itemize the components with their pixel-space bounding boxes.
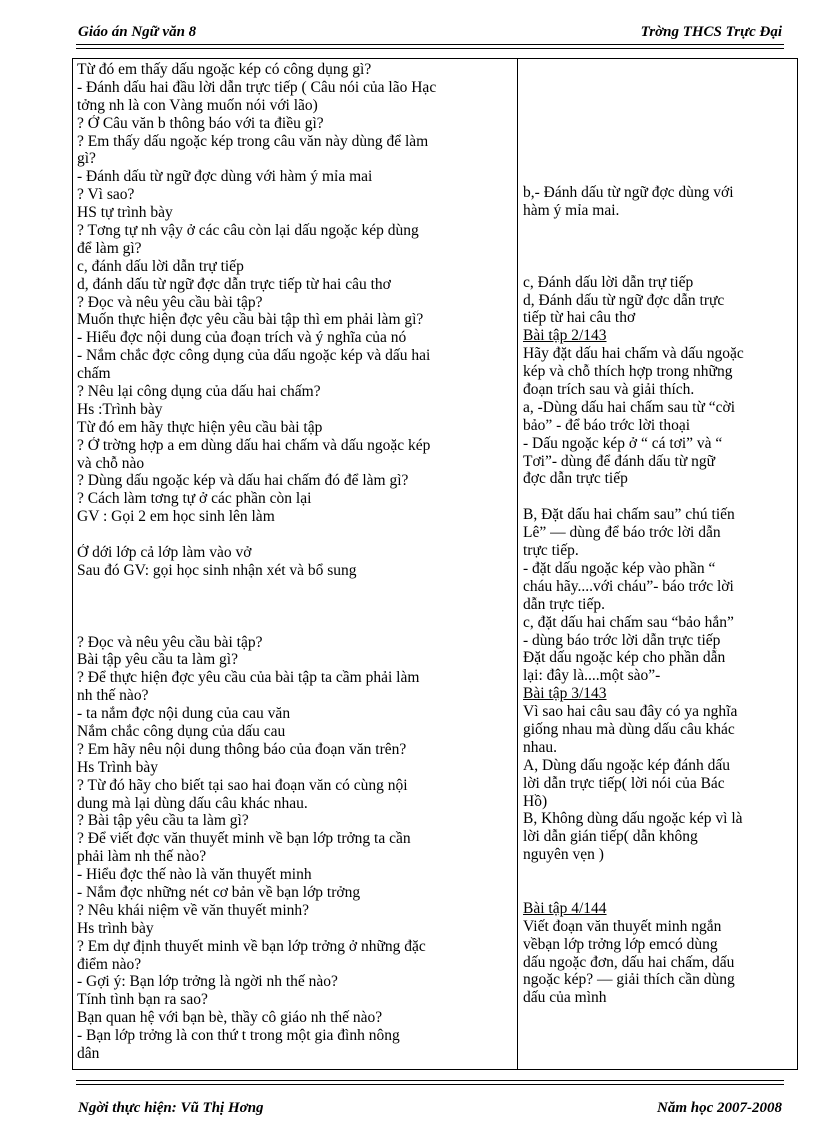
left-column-line: Nắm chắc công dụng của dấu cau xyxy=(77,722,286,740)
right-column-line xyxy=(523,488,795,506)
right-column-line xyxy=(523,77,795,95)
left-column-line: - Nắm chắc đợc công dụng của dấu ngoặc kép và dấu hai xyxy=(77,347,431,365)
right-column-line: dấu của mình xyxy=(523,989,607,1007)
right-column-line: dẫn trực tiếp. xyxy=(523,595,605,613)
left-column-line: Bài tập yêu cầu ta làm gì? xyxy=(77,651,238,669)
left-column-line: ? Để thực hiện đợc yêu cầu của bài tập ta cầm phải làm xyxy=(77,669,420,687)
left-column-line xyxy=(77,616,511,634)
left-column-line: HS tự trình bày xyxy=(77,204,173,222)
left-column-line: để làm gì? xyxy=(77,239,142,257)
right-column-line xyxy=(523,256,795,274)
right-column-line: đợc dẫn trực tiếp xyxy=(523,470,628,488)
left-column-line: ? Tơng tự nh vậy ở các câu còn lại dấu ngoặc kép dùng xyxy=(77,222,419,240)
right-column-line: - Dấu ngoặc kép ở “ cá tơi” và “ xyxy=(523,434,723,452)
left-column-line: Hs Trình bày xyxy=(77,758,158,776)
right-column-line xyxy=(523,59,795,77)
left-column-line: - Đánh dấu hai đầu lời dẫn trực tiếp ( Câu nói của lão Hạc xyxy=(77,78,437,96)
right-column-line: - dùng báo trớc lời dẫn trực tiếp xyxy=(523,631,721,649)
right-column-line: nhau. xyxy=(523,738,558,756)
right-column-line: nguyên vẹn ) xyxy=(523,846,604,864)
footer-rule xyxy=(76,1080,784,1085)
left-column-line: ? Cách làm tơng tự ở các phần còn lại xyxy=(77,490,312,508)
right-column-line: B, Đặt dấu hai chấm sau” chú tiến xyxy=(523,506,735,524)
right-column-line: c, đặt dấu hai chấm sau “bảo hắn” xyxy=(523,613,734,631)
right-column-line: Hãy đặt dấu hai chấm và dấu ngoặc xyxy=(523,345,744,363)
left-column-line: ? Em hãy nêu nội dung thông báo của đoạn văn trên? xyxy=(77,740,407,758)
right-column-line xyxy=(523,131,795,149)
left-column-line: Từ đó em thấy dấu ngoặc kép có công dụng gì? xyxy=(77,61,372,78)
right-column-line xyxy=(523,220,795,238)
right-column-line: d, Đánh dấu từ ngữ đợc dẫn trực xyxy=(523,291,725,309)
left-column-line: c, đánh dấu lời dẫn trự tiếp xyxy=(77,257,244,275)
left-column-line: Từ đó em hãy thực hiện yêu cầu bài tập xyxy=(77,418,323,436)
right-column-line: vềbạn lớp trởng lớp emcó dùng xyxy=(523,935,718,953)
left-column-line: d, đánh dấu từ ngữ đợc dẫn trực tiếp từ hai câu thơ xyxy=(77,275,391,293)
right-column-line: Đặt dấu ngoặc kép cho phần dẫn xyxy=(523,649,726,667)
right-column-line: Tơi”- dùng để đánh dấu từ ngữ xyxy=(523,452,716,470)
left-column-line: - Gợi ý: Bạn lớp trởng là ngời nh thế nào? xyxy=(77,973,338,991)
right-column-line: trực tiếp. xyxy=(523,542,579,560)
right-column-line xyxy=(523,113,795,131)
left-column-line xyxy=(77,598,511,616)
left-column-line: ? Đọc và nêu yêu cầu bài tập? xyxy=(77,633,263,651)
left-column-line: và chỗ nào xyxy=(77,454,145,472)
right-column-line: Bài tập 4/144 xyxy=(523,899,607,917)
left-column-line: chấm xyxy=(77,365,111,383)
teacher-student-activity-column xyxy=(77,61,511,1063)
right-column-line: b,- Đánh dấu từ ngữ đợc dùng với xyxy=(523,184,734,202)
left-column-line: nh thế nào? xyxy=(77,687,149,705)
left-column-line: ? Ở Câu văn b thông báo với ta điều gì? xyxy=(77,114,324,132)
right-column-line: dấu ngoặc đơn, dấu hai chấm, dấu xyxy=(523,953,735,971)
left-column-line: Ở dới lớp cả lớp làm vào vở xyxy=(77,544,252,562)
right-column-line: B, Không dùng dấu ngoặc kép vì là xyxy=(523,810,743,828)
right-column-line: lại: đây là....một sào”- xyxy=(523,667,661,685)
left-column-line: Bạn quan hệ với bạn bè, thầy cô giáo nh thế nào? xyxy=(77,1009,383,1027)
column-divider xyxy=(517,59,518,1069)
header-subject: Giáo án Ngữ văn 8 xyxy=(78,24,197,40)
right-column-line: lời dẫn gián tiếp( dẫn không xyxy=(523,828,698,846)
left-column-line: dân xyxy=(77,1044,100,1062)
left-column-line: ? Để viết đợc văn thuyết minh về bạn lớp trởng ta cần xyxy=(77,830,411,848)
right-column-line: cháu hãy....với cháu”- báo trớc lời xyxy=(523,577,734,595)
footer-school-year: Năm học 2007-2008 xyxy=(657,1100,782,1116)
right-column-line: a, -Dùng dấu hai chấm sau từ “cời xyxy=(523,398,735,416)
left-column-line: ? Ở trờng hợp a em dùng dấu hai chấm và dấu ngoặc kép xyxy=(77,436,431,454)
left-column-line: ? Dùng dấu ngoặc kép và dấu hai chấm đó để làm gì? xyxy=(77,472,409,490)
page-footer xyxy=(76,1100,784,1120)
left-column-line: Hs :Trình bày xyxy=(77,400,163,418)
left-column-line: - Bạn lớp trởng là con thứ t trong một gia đình nông xyxy=(77,1027,400,1045)
right-column-line xyxy=(523,238,795,256)
left-column-line: gì? xyxy=(77,150,96,168)
right-column-line: hàm ý mỉa mai. xyxy=(523,202,620,220)
right-column-line: Hồ) xyxy=(523,792,548,810)
left-column-line: tởng nh là con Vàng muốn nói với lão) xyxy=(77,96,318,114)
lesson-table xyxy=(72,58,798,1070)
left-column-line: ? Nêu lại công dụng của dấu hai chấm? xyxy=(77,383,321,401)
right-column-line: A, Dùng dấu ngoặc kép đánh dấu xyxy=(523,756,731,774)
left-column-line: phải làm nh thế nào? xyxy=(77,848,207,866)
left-column-line: ? Vì sao? xyxy=(77,186,135,204)
left-column-line: - Hiểu đợc thế nào là văn thuyết minh xyxy=(77,866,312,884)
left-column-line: ? Bài tập yêu cầu ta làm gì? xyxy=(77,812,249,830)
right-column-line xyxy=(523,882,795,900)
left-column-line: ? Em dự định thuyết minh về bạn lớp trởng ở những đặc xyxy=(77,937,426,955)
left-column-line: Sau đó GV: gọi học sinh nhận xét và bổ sung xyxy=(77,561,357,579)
left-column-line: - Nắm đợc những nét cơ bản về bạn lớp trởng xyxy=(77,883,361,901)
right-column-line xyxy=(523,864,795,882)
right-column-line: Vì sao hai câu sau đây có ya nghĩa xyxy=(523,703,738,721)
right-column-line: Bài tập 3/143 xyxy=(523,685,607,703)
right-column-line xyxy=(523,148,795,166)
footer-teacher: Ngời thực hiện: Vũ Thị Hơng xyxy=(78,1100,264,1116)
right-column-line: - đặt dấu ngoặc kép vào phần “ xyxy=(523,559,716,577)
right-column-line: Lê” — dùng để báo trớc lời dẫn xyxy=(523,524,721,542)
right-column-line xyxy=(523,166,795,184)
left-column-line: - ta nắm đợc nội dung của cau văn xyxy=(77,705,291,723)
left-column-line: ? Đọc và nêu yêu cầu bài tập? xyxy=(77,293,263,311)
right-column-line xyxy=(523,95,795,113)
header-school: Trờng THCS Trực Đại xyxy=(640,24,782,40)
left-column-line xyxy=(77,580,511,598)
left-column-line: Tính tình bạn ra sao? xyxy=(77,991,208,1009)
right-column-line: giống nhau mà dùng dấu câu khác xyxy=(523,720,735,738)
left-column-line: - Đánh dấu từ ngữ đợc dùng với hàm ý mỉa mai xyxy=(77,168,373,186)
left-column-line: GV : Gọi 2 em học sinh lên làm xyxy=(77,508,275,526)
right-column-line: kép và chỗ thích hợp trong những xyxy=(523,363,733,381)
right-column-line: lời dẫn trực tiếp( lời nói của Bác xyxy=(523,774,725,792)
left-column-line: điểm nào? xyxy=(77,955,142,973)
right-column-line: bảo” - để báo trớc lời thoại xyxy=(523,416,691,434)
right-column-line: tiếp từ hai câu thơ xyxy=(523,309,636,327)
right-column-line: c, Đánh dấu lời dẫn trự tiếp xyxy=(523,273,694,291)
page-header xyxy=(76,22,784,44)
right-column-line: đoạn trích sau và giải thích. xyxy=(523,381,695,399)
left-column-line: ? Nêu khái niệm về văn thuyết minh? xyxy=(77,901,310,919)
left-column-line: Muốn thực hiện đợc yêu cầu bài tập thì em phải làm gì? xyxy=(77,311,424,329)
header-rule xyxy=(76,44,784,49)
left-column-line: Hs trình bày xyxy=(77,919,154,937)
left-column-line: dung mà lại dùng dấu câu khác nhau. xyxy=(77,794,308,812)
lesson-content-column xyxy=(523,59,795,1007)
right-column-line: ngoặc kép? — giải thích cần dùng xyxy=(523,971,735,989)
left-column-line: ? Em thấy dấu ngoặc kép trong câu văn này dùng để làm xyxy=(77,132,429,150)
left-column-line: ? Từ đó hãy cho biết tại sao hai đoạn văn có cùng nội xyxy=(77,776,408,794)
left-column-line: - Hiểu đợc nội dung của đoạn trích và ý nghĩa của nó xyxy=(77,329,407,347)
left-column-line xyxy=(77,526,511,544)
right-column-line: Bài tập 2/143 xyxy=(523,327,607,345)
right-column-line: Viết đoạn văn thuyết minh ngắn xyxy=(523,917,722,935)
